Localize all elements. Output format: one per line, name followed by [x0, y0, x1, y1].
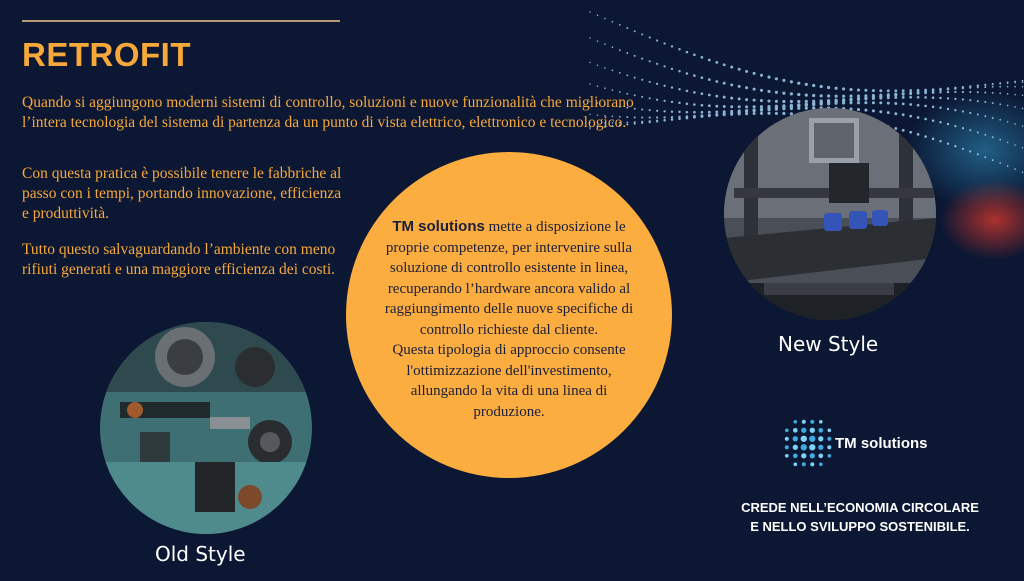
center-info-text — [382, 217, 636, 422]
center-info-circle — [346, 152, 672, 478]
new-style-caption: New Style — [778, 332, 879, 356]
center-text-part2: Questa tipologia di approccio consente l'ottimizzazione dell'investimento, allungando la vita di una linea di produzione. — [392, 342, 626, 420]
dotted-sphere-logo-icon — [780, 415, 836, 471]
top-divider — [22, 20, 340, 22]
logo-wordmark: TM solutions — [835, 435, 928, 452]
intro-paragraph: Quando si aggiungono moderni sistemi di controllo, soluzioni e nuove funzionalità che migliorano l’intera tecnologia del sistema di partenza da un punto di vista elettrico, elettronico e tecnologico. — [22, 94, 634, 131]
new-style-photo-3d-printer — [724, 108, 936, 320]
tm-solutions-logo — [780, 415, 960, 471]
motto-text: CREDE NELL’ECONOMIA CIRCOLARE E NELLO SVILUPPO SOSTENIBILE. — [741, 500, 979, 534]
sustainability-paragraph: Tutto questo salvaguardando l’ambiente con meno rifiuti generati e una maggiore efficienza dei costi. — [22, 241, 336, 278]
page-title: RETROFIT — [22, 36, 191, 73]
center-text-part1: mette a disposizione le proprie competenze, per intervenire sulla soluzione di controllo esistente in linea, recuperando l’hardware ancora valido al raggiungimento delle nuove specifiche di controllo richieste dal cliente. — [384, 219, 634, 338]
benefit-paragraph: Con questa pratica è possibile tenere le fabbriche al passo con i tempi, portando innovazione, efficienza e produttività. — [22, 165, 342, 222]
old-style-caption: Old Style — [155, 542, 246, 566]
old-style-photo-machinery — [100, 322, 312, 534]
brand-name-inline: TM solutions — [392, 218, 485, 235]
